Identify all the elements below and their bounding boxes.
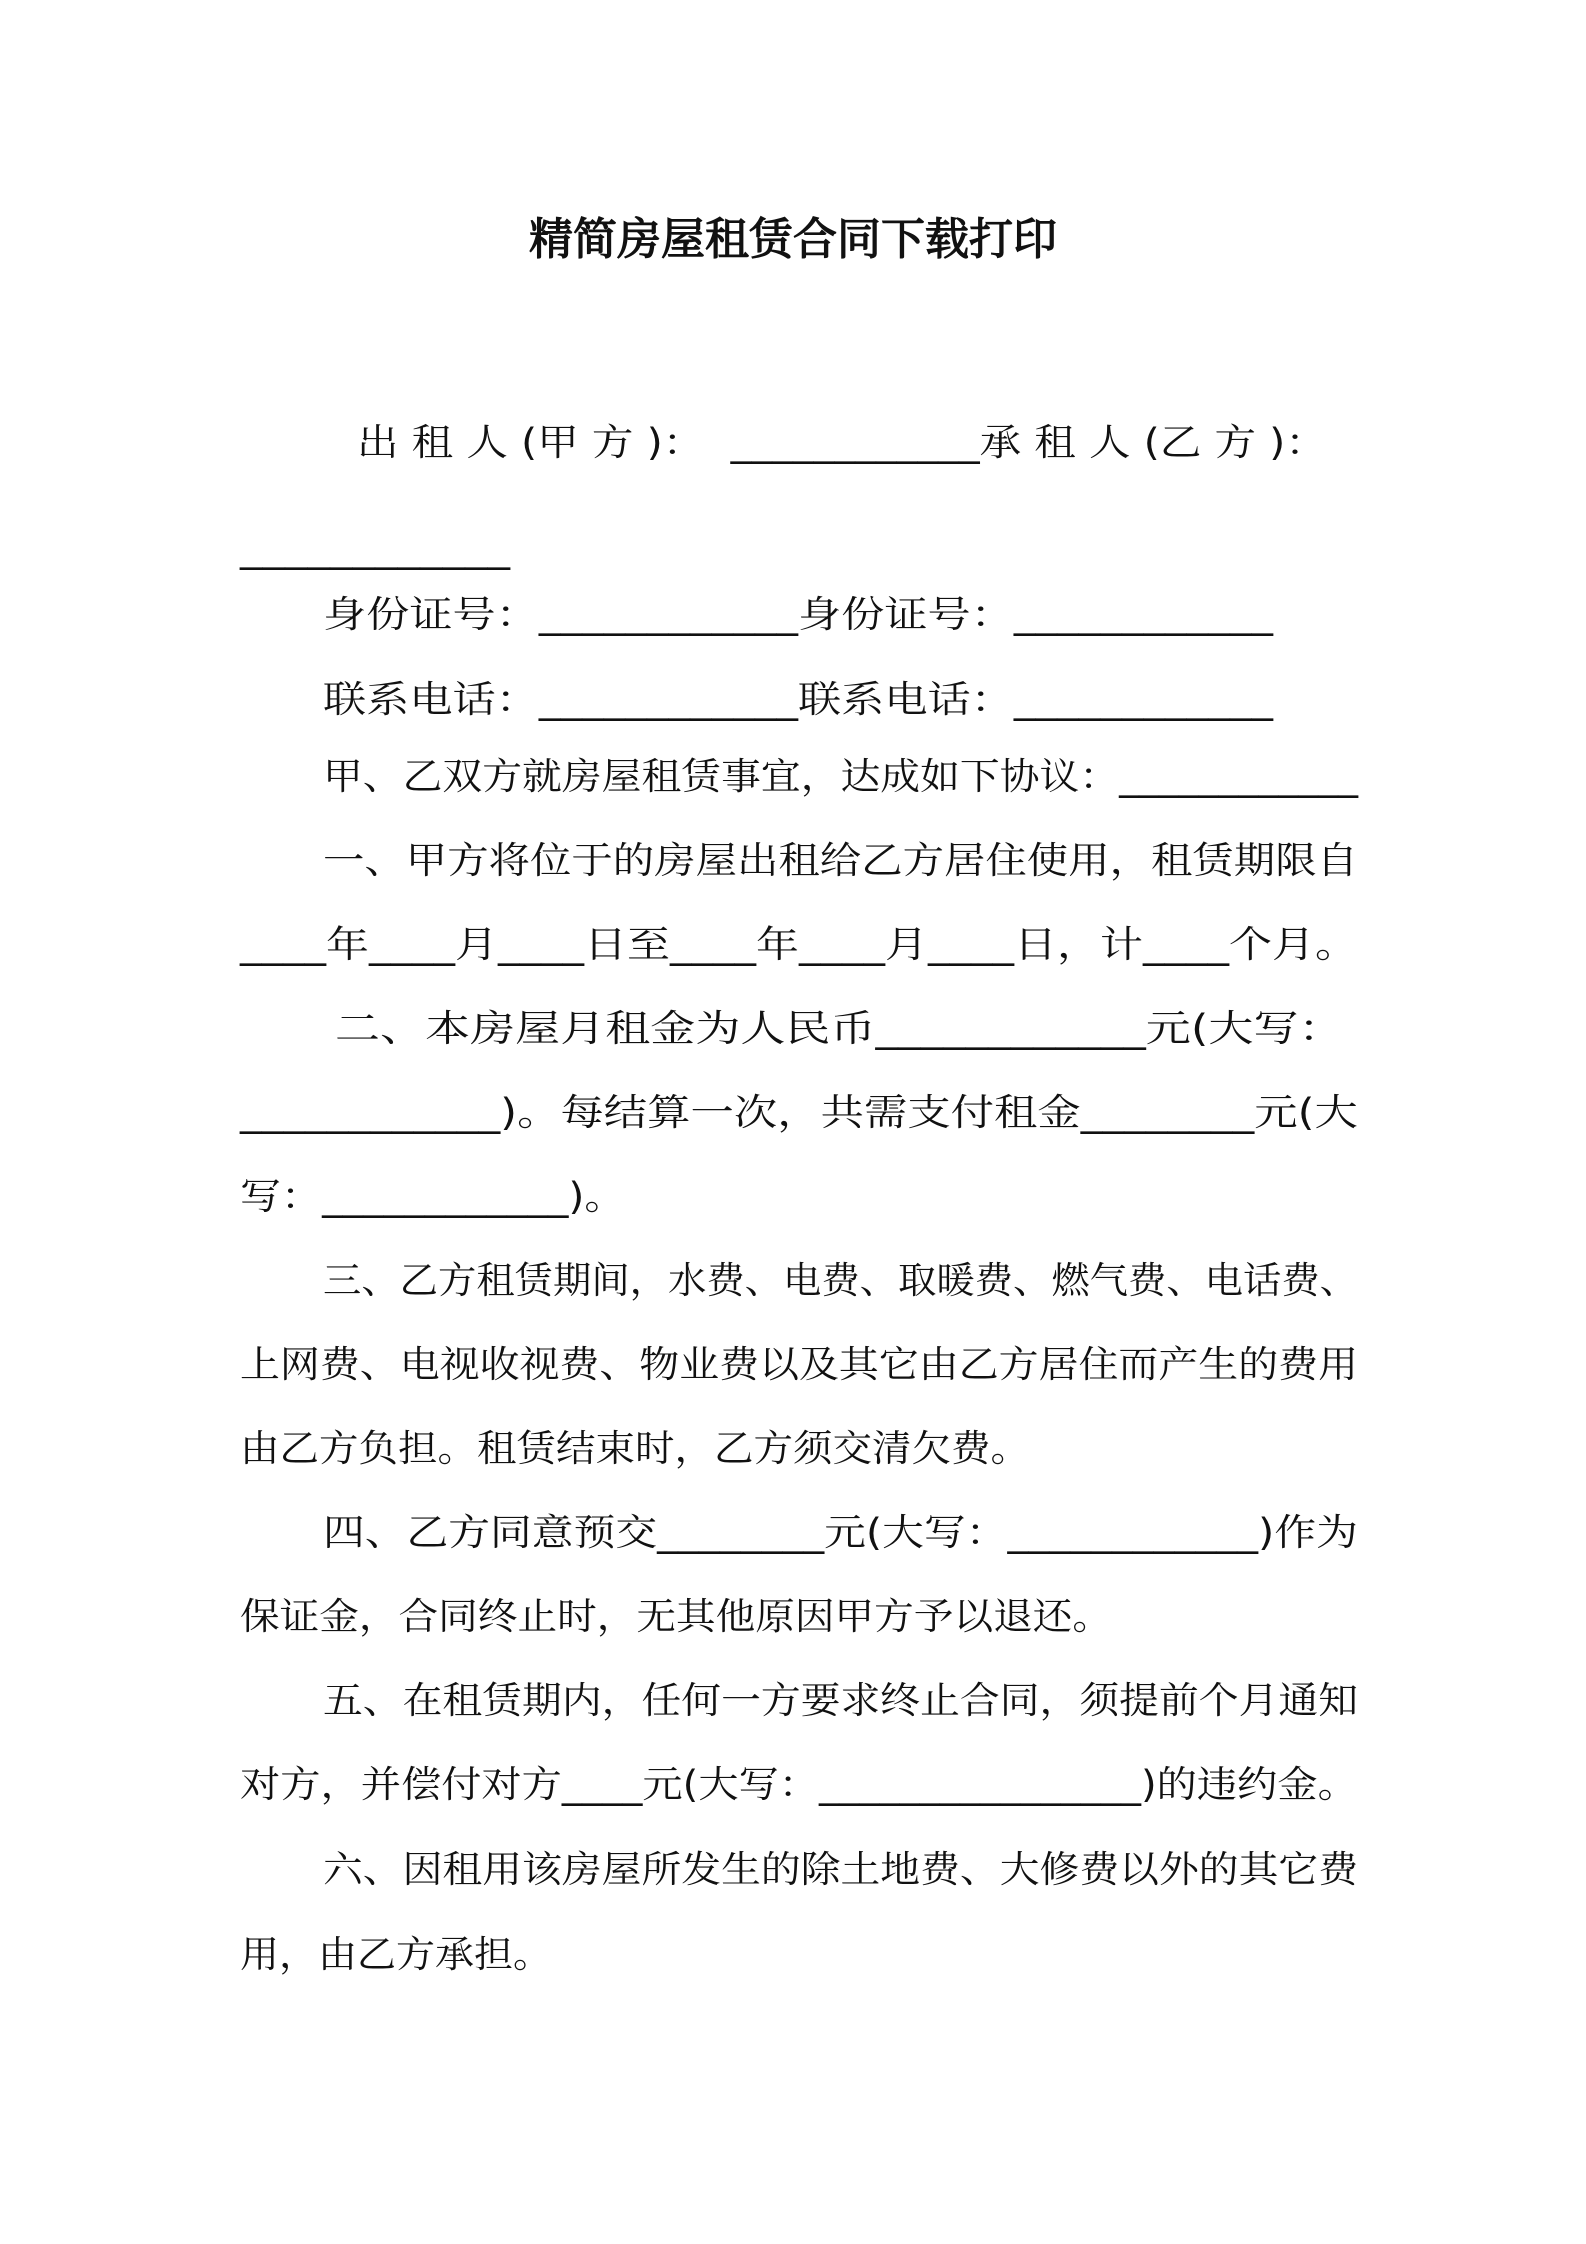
line-phone: 联系电话：____________联系电话：____________ [323,678,1273,721]
line-agreement: 甲、乙双方就房屋租赁事宜，达成如下协议：____________ [323,755,1358,798]
clause-5-line-2: 对方，并偿付对方____元(大写：________________)的违约金。 [240,1763,1358,1806]
clause-2-line-1: 二、本房屋月租金为人民币____________元(大写： [335,1007,1344,1050]
clause-1-line-2: ____年____月____日至____年____月____日，计____个月。 [240,923,1358,966]
clause-3-line-1: 三、乙方租赁期间，水费、电费、取暖费、燃气费、电话费、 [323,1259,1358,1302]
clause-2-line-2: ____________)。每结算一次，共需支付租金________元(大 [240,1091,1358,1134]
clause-6-line-2: 用，由乙方承担。 [240,1933,552,1976]
clause-6-line-1: 六、因租用该房屋所发生的除土地费、大修费以外的其它费 [323,1848,1358,1891]
clause-1-line-1: 一、甲方将位于的房屋出租给乙方居住使用，租赁期限自 [323,839,1358,882]
clause-4-line-1: 四、乙方同意预交________元(大写：____________)作为 [323,1511,1358,1554]
line-lessee-blank: ____________ [240,527,510,570]
document-title: 精简房屋租赁合同下载打印 [529,214,1057,265]
clause-2-line-3: 写：____________)。 [240,1175,626,1218]
line-id-number: 身份证号：____________身份证号：____________ [323,593,1273,636]
clause-3-line-3: 由乙方负担。租赁结束时，乙方须交清欠费。 [240,1427,1030,1470]
clause-4-line-2: 保证金，合同终止时，无其他原因甲方予以退还。 [240,1595,1112,1638]
clause-3-line-2: 上网费、电视收视费、物业费以及其它由乙方居住而产生的费用 [240,1343,1358,1386]
clause-5-line-1: 五、在租赁期内，任何一方要求终止合同，须提前个月通知 [323,1679,1358,1722]
line-lessor-lessee: 出 租 人 (甲 方 )： ____________承 租 人 (乙 方 )： [357,421,1327,464]
